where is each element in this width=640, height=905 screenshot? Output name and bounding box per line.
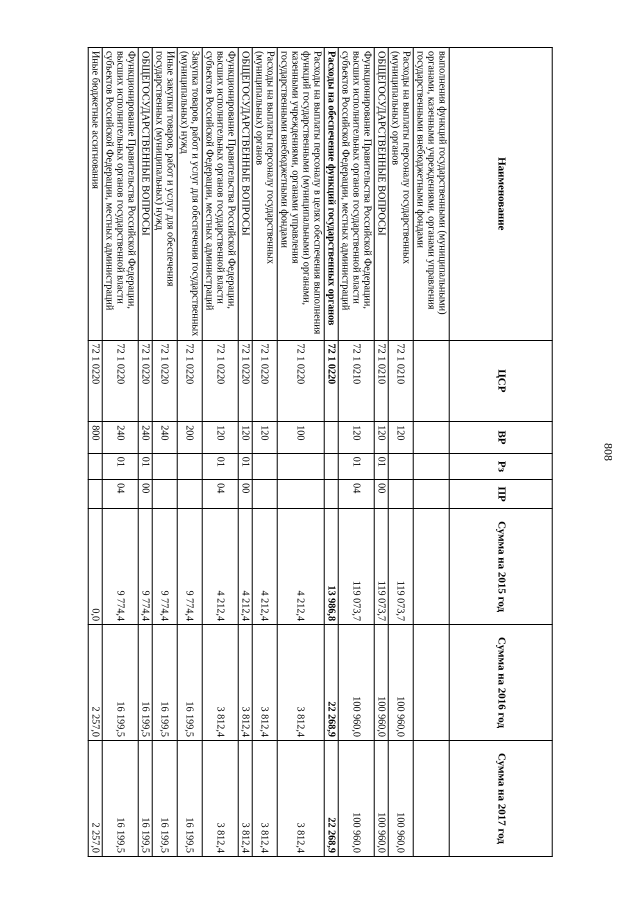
- cell-sum-2017: [413, 741, 449, 857]
- cell-rz: [152, 453, 177, 479]
- cell-pr: [88, 480, 102, 509]
- cell-name: Иные бюджетные ассигнования: [88, 48, 102, 341]
- cell-sum-2016: 2 257,0: [88, 625, 102, 741]
- cell-vr: 240: [138, 422, 152, 454]
- cell-name: Функционирование Правительства Российской Федерации, высших исполнительных органов государственной власти субъектов Российской Федерации, местных администраций: [202, 48, 238, 341]
- cell-sum-2017: 3 812,4: [252, 741, 277, 857]
- header-rz: Рз: [449, 453, 552, 479]
- cell-sum-2016: 3 812,4: [252, 625, 277, 741]
- cell-vr: 120: [338, 422, 374, 454]
- cell-sum-2015: 4 212,4: [202, 509, 238, 625]
- cell-rz: [324, 453, 338, 479]
- cell-sum-2017: 22 268,9: [324, 741, 338, 857]
- cell-sum-2016: 16 199,5: [177, 625, 202, 741]
- header-code: ЦСР: [449, 340, 552, 422]
- cell-sum-2016: 100 960,0: [374, 625, 388, 741]
- cell-sum-2015: 13 986,8: [324, 509, 338, 625]
- cell-sum-2015: 4 212,4: [277, 509, 324, 625]
- cell-vr: 120: [388, 422, 413, 454]
- cell-code: 72 1 0220: [177, 340, 202, 422]
- cell-vr: 240: [102, 422, 138, 454]
- cell-pr: 04: [202, 480, 238, 509]
- cell-rz: [413, 453, 449, 479]
- cell-rz: 01: [238, 453, 252, 479]
- cell-name: Иные закупки товаров, работ и услуг для обеспечения государственных (муниципальных) нужд: [152, 48, 177, 341]
- cell-pr: [388, 480, 413, 509]
- cell-code: 72 1 0220: [238, 340, 252, 422]
- cell-sum-2016: 16 199,5: [102, 625, 138, 741]
- cell-rz: [177, 453, 202, 479]
- cell-code: 72 1 0220: [202, 340, 238, 422]
- cell-sum-2017: 100 960,0: [338, 741, 374, 857]
- cell-code: 72 1 0220: [252, 340, 277, 422]
- cell-sum-2017: 16 199,5: [152, 741, 177, 857]
- cell-code: 72 1 0210: [338, 340, 374, 422]
- cell-name: Функционирование Правительства Российской Федерации, высших исполнительных органов государственной власти субъектов Российской Федерации, местных администраций: [338, 48, 374, 341]
- cell-vr: 800: [88, 422, 102, 454]
- cell-sum-2015: 4 212,4: [238, 509, 252, 625]
- cell-code: 72 1 0220: [277, 340, 324, 422]
- cell-pr: 04: [338, 480, 374, 509]
- cell-code: 72 1 0220: [88, 340, 102, 422]
- table-row: [138, 48, 152, 857]
- cell-sum-2017: 3 812,4: [202, 741, 238, 857]
- cell-sum-2017: 2 257,0: [88, 741, 102, 857]
- cell-sum-2017: 16 199,5: [102, 741, 138, 857]
- cell-vr: 100: [277, 422, 324, 454]
- cell-sum-2015: 9 774,4: [138, 509, 152, 625]
- cell-sum-2015: 119 073,7: [374, 509, 388, 625]
- cell-name: выполнения функций государственными (муниципальными) органами, казенными учреждениями, органами управления государственными внебюджетными фондами: [413, 48, 449, 341]
- cell-sum-2015: [413, 509, 449, 625]
- cell-pr: 00: [238, 480, 252, 509]
- cell-code: 72 1 0220: [324, 340, 338, 422]
- cell-sum-2016: 100 960,0: [338, 625, 374, 741]
- cell-pr: 00: [138, 480, 152, 509]
- table-row: [177, 48, 202, 857]
- cell-code: 72 1 0220: [152, 340, 177, 422]
- budget-table: [87, 47, 552, 857]
- cell-pr: [177, 480, 202, 509]
- cell-sum-2016: 22 268,9: [324, 625, 338, 741]
- table-row: [238, 48, 252, 857]
- table-row: [88, 48, 102, 857]
- page-number: 808: [601, 443, 616, 461]
- cell-pr: 00: [374, 480, 388, 509]
- header-sum-2017: Сумма на 2017 год: [449, 741, 552, 857]
- cell-sum-2015: 9 774,4: [102, 509, 138, 625]
- cell-name: ОБЩЕГОСУДАРСТВЕННЫЕ ВОПРОСЫ: [138, 48, 152, 341]
- cell-code: 72 1 0220: [138, 340, 152, 422]
- table-row: [152, 48, 177, 857]
- cell-name: Расходы на выплаты персоналу в целях обеспечения выполнения функций государственными (муниципальными) органами, казенными учреждениями, органами управления государственными внебюджетными фондами: [277, 48, 324, 341]
- cell-sum-2015: 9 774,4: [177, 509, 202, 625]
- cell-rz: 01: [202, 453, 238, 479]
- cell-sum-2017: 16 199,5: [138, 741, 152, 857]
- cell-pr: 04: [102, 480, 138, 509]
- cell-pr: [277, 480, 324, 509]
- table-row: [324, 48, 338, 857]
- cell-vr: [324, 422, 338, 454]
- cell-vr: 200: [177, 422, 202, 454]
- cell-vr: 240: [152, 422, 177, 454]
- cell-sum-2015: 119 073,7: [388, 509, 413, 625]
- cell-name: ОБЩЕГОСУДАРСТВЕННЫЕ ВОПРОСЫ: [374, 48, 388, 341]
- cell-name: Функционирование Правительства Российской Федерации, высших исполнительных органов государственной власти субъектов Российской Федерации, местных администраций: [102, 48, 138, 341]
- cell-code: 72 1 0210: [388, 340, 413, 422]
- cell-rz: 01: [338, 453, 374, 479]
- cell-name: Расходы на обеспечение функций государственных органов: [324, 48, 338, 341]
- cell-pr: [152, 480, 177, 509]
- header-sum-2015: Сумма на 2015 год: [449, 509, 552, 625]
- cell-code: 72 1 0210: [374, 340, 388, 422]
- cell-sum-2015: 4 212,4: [252, 509, 277, 625]
- cell-sum-2015: 0,0: [88, 509, 102, 625]
- cell-vr: 120: [252, 422, 277, 454]
- cell-sum-2017: 3 812,4: [238, 741, 252, 857]
- cell-sum-2016: 3 812,4: [277, 625, 324, 741]
- table-row: [252, 48, 277, 857]
- header-sum-2016: Сумма на 2016 год: [449, 625, 552, 741]
- cell-sum-2016: 100 960,0: [388, 625, 413, 741]
- cell-vr: 120: [238, 422, 252, 454]
- cell-pr: [413, 480, 449, 509]
- cell-code: [413, 340, 449, 422]
- cell-sum-2016: 16 199,5: [152, 625, 177, 741]
- table-row: [277, 48, 324, 857]
- cell-sum-2016: [413, 625, 449, 741]
- cell-sum-2017: 3 812,4: [277, 741, 324, 857]
- cell-sum-2016: 16 199,5: [138, 625, 152, 741]
- cell-sum-2016: 3 812,4: [202, 625, 238, 741]
- cell-rz: [252, 453, 277, 479]
- cell-sum-2015: 9 774,4: [152, 509, 177, 625]
- cell-sum-2017: 100 960,0: [388, 741, 413, 857]
- table-row: [102, 48, 138, 857]
- cell-sum-2017: 16 199,5: [177, 741, 202, 857]
- table-row: [413, 48, 449, 857]
- cell-rz: 01: [374, 453, 388, 479]
- cell-rz: [88, 453, 102, 479]
- table-row: [338, 48, 374, 857]
- cell-name: ОБЩЕГОСУДАРСТВЕННЫЕ ВОПРОСЫ: [238, 48, 252, 341]
- header-vr: ВР: [449, 422, 552, 454]
- table-row: [374, 48, 388, 857]
- cell-rz: [277, 453, 324, 479]
- cell-vr: [413, 422, 449, 454]
- cell-name: Расходы на выплаты персоналу государственных (муниципальных) органов: [252, 48, 277, 341]
- header-pr: ПР: [449, 480, 552, 509]
- cell-code: 72 1 0220: [102, 340, 138, 422]
- cell-pr: [252, 480, 277, 509]
- table-header-row: [449, 48, 552, 857]
- table-row: [202, 48, 238, 857]
- cell-vr: 120: [374, 422, 388, 454]
- cell-name: Закупка товаров, работ и услуг для обеспечения государственных (муниципальных) нужд: [177, 48, 202, 341]
- table-row: [388, 48, 413, 857]
- cell-rz: 01: [138, 453, 152, 479]
- cell-sum-2017: 100 960,0: [374, 741, 388, 857]
- cell-pr: [324, 480, 338, 509]
- cell-sum-2016: 3 812,4: [238, 625, 252, 741]
- cell-rz: [388, 453, 413, 479]
- cell-vr: 120: [202, 422, 238, 454]
- cell-rz: 01: [102, 453, 138, 479]
- header-name: Наименование: [449, 48, 552, 341]
- cell-sum-2015: 119 073,7: [338, 509, 374, 625]
- cell-name: Расходы на выплаты персоналу государственных (муниципальных) органов: [388, 48, 413, 341]
